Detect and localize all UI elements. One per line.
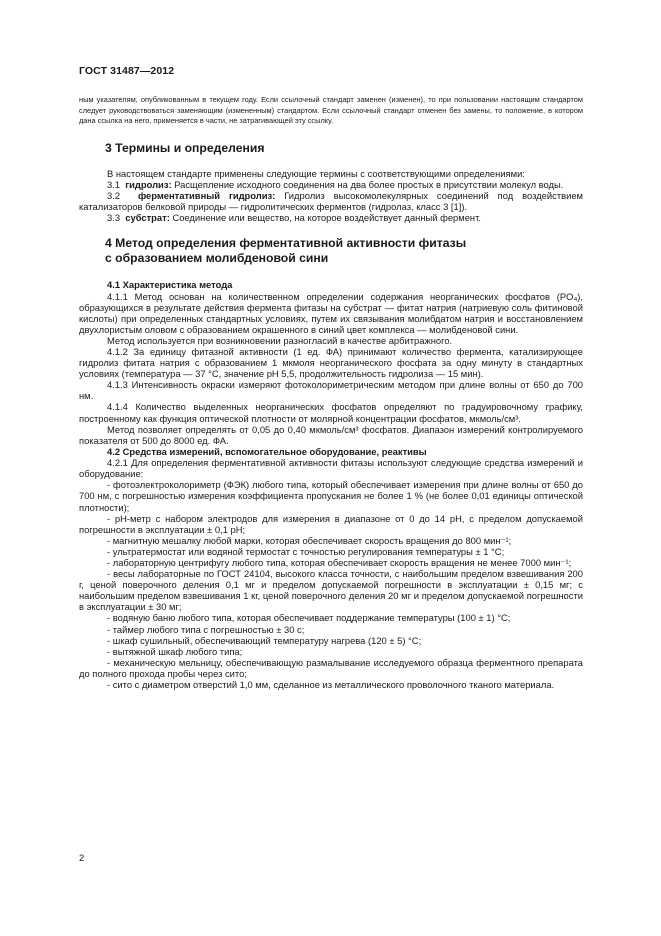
subsection-4-2-title: 4.2 Средства измерений, вспомогательное оборудование, реактивы: [107, 445, 427, 457]
list-item: - лабораторную центрифугу любого типа, которая обеспечивает скорость вращения не менее 7000 мин⁻¹;: [107, 557, 572, 568]
list-item: - механическую мельницу, обеспечивающую размалывание исследуемого образца ферментного препарата до полного прохода пробы через сито;: [79, 656, 583, 679]
section-4-title: [79, 236, 583, 266]
paragraph-4-1-4-range: Метод позволяет определять от 0,05 до 0,40 мкмоль/см³ фосфатов. Диапазон измерений контролируемого показателя от 500 до 8000 ед. ФА.: [79, 423, 583, 446]
page-content: [79, 95, 583, 690]
paragraph-4-1-4: 4.1.4 Количество выделенных неорганических фосфатов определяют по градуировочному графику, построенному как функция оптической плотности от молярной концентрации фосфатов, мкмоль/см³.: [79, 401, 583, 424]
term-3-3: [79, 212, 583, 223]
paragraph-4-2-1: 4.2.1 Для определения ферментативной активности фитазы используют следующие средства измерений и оборудование:: [79, 457, 583, 480]
reference-note: ным указателям, опубликованным в текущем году. Если ссылочный стандарт заменен (изменен), то при пользовании настоящим стандартом следует руководствоваться заменяющим (измененным) стандартом. Если ссылочный стандарт отменен без замены, то положение, в котором дана ссылка на него, применяется в части, не затрагивающей эту ссылку.: [79, 95, 583, 126]
document-header: ГОСТ 31487—2012: [79, 65, 175, 77]
term-number: 3.3: [107, 212, 121, 224]
term-name: гидролиз:: [125, 178, 172, 190]
term-definition: Гидролиз высокомолекулярных соединений под воздействием катализаторов белковой природы — гидролитических ферментов (гидролаз, класс 3 [1]).: [79, 189, 583, 213]
list-item: - ультратермостат или водяной термостат с точностью регулирования температуры ± 1 °С;: [107, 545, 505, 557]
term-3-1: [79, 179, 583, 190]
list-item: - фотоэлектроколориметр (ФЭК) любого типа, который обеспечивает измерения при длине волны от 650 до 700 нм, с погрешностью измерения коэффициента пропускания не более 1 % (не более 0,01 единицы оптической плотности);: [79, 479, 583, 513]
term-name: субстрат:: [125, 212, 170, 224]
term-name: ферментативный гидролиз:: [137, 189, 276, 201]
list-item: - сито с диаметром отверстий 1,0 мм, сделанное из металлического проволочного тканого материала.: [107, 679, 555, 691]
paragraph-4-1-2: 4.1.2 За единицу фитазной активности (1 ед. ФА) принимают количество фермента, катализирующее гидролиз фитата натрия с образованием 1 мкмоля неорганического фосфата за одну минуту в стандартных условиях (температура — 37 °С, значение pH 5,5, продолжительность гидролиза — 15 мин).: [79, 346, 583, 380]
paragraph-4-1-3: 4.1.3 Интенсивность окраски измеряют фотоколориметрическим методом при длине волны от 650 до 700 нм.: [79, 379, 583, 402]
paragraph-4-1-1: 4.1.1 Метод основан на количественном определении содержания неорганических фосфатов (PO₄), образующихся в результате действия фермента фитазы на субстрат — фитат натрия (натриевую соль фитиновой кислоты) при определенных стандартных условиях, путем их связывания молибдатом натрия и восстановлением двухлористым оловом с образованием окрашенного в синий цвет комплекса — молибденовой сини.: [79, 290, 583, 335]
list-item: - таймер любого типа с погрешностью ± 30 с;: [107, 623, 305, 635]
list-item: - водяную баню любого типа, которая обеспечивает поддержание температуры (100 ± 1) °С;: [107, 612, 511, 624]
list-item: - весы лабораторные по ГОСТ 24104, высокого класса точности, с наибольшим пределом взвешивания 200 г, ценой поверочного деления 0,1 мг и пределом допускаемой погрешности в эксплуатации ± 0,15 мг; с наибольшим пределом взвешивания 1 кг, ценой поверочного деления 20 мг и пределом допускаемой погрешности в эксплуатации ± 30 мг;: [79, 568, 583, 613]
list-item: - pH-метр с набором электродов для измерения в диапазоне от 0 до 14 pH, с пределом допускаемой погрешности в эксплуатации ± 0,1 pH;: [79, 512, 583, 535]
page-number: 2: [79, 853, 85, 864]
paragraph-4-1-1-arbitration: Метод используется при возникновении разногласий в качестве арбитражного.: [107, 334, 453, 346]
list-item: - магнитную мешалку любой марки, которая обеспечивает скорость вращения до 800 мин⁻¹;: [107, 534, 512, 546]
section-3-intro: В настоящем стандарте применены следующие термины с соответствующими определениями:: [107, 167, 525, 179]
section-4-title-line1: 4 Метод определения ферментативной активности фитазы: [105, 236, 467, 251]
term-number: 3.2: [107, 189, 121, 201]
section-3-title: 3 Термины и определения: [105, 140, 265, 155]
term-definition: Соединение или вещество, на которое воздействует данный фермент.: [172, 212, 481, 224]
subsection-4-1-title: 4.1 Характеристика метода: [107, 279, 233, 291]
list-item: - шкаф сушильный, обеспечивающий температуру нагрева (120 ± 5) °С;: [107, 634, 422, 646]
term-number: 3.1: [107, 178, 121, 190]
term-definition: Расщепление исходного соединения на два более простых в присутствии молекул воды.: [174, 178, 564, 190]
section-4-title-line2: с образованием молибденовой сини: [105, 251, 329, 266]
list-item: - вытяжной шкаф любого типа;: [107, 645, 243, 657]
term-3-2: [79, 190, 583, 212]
